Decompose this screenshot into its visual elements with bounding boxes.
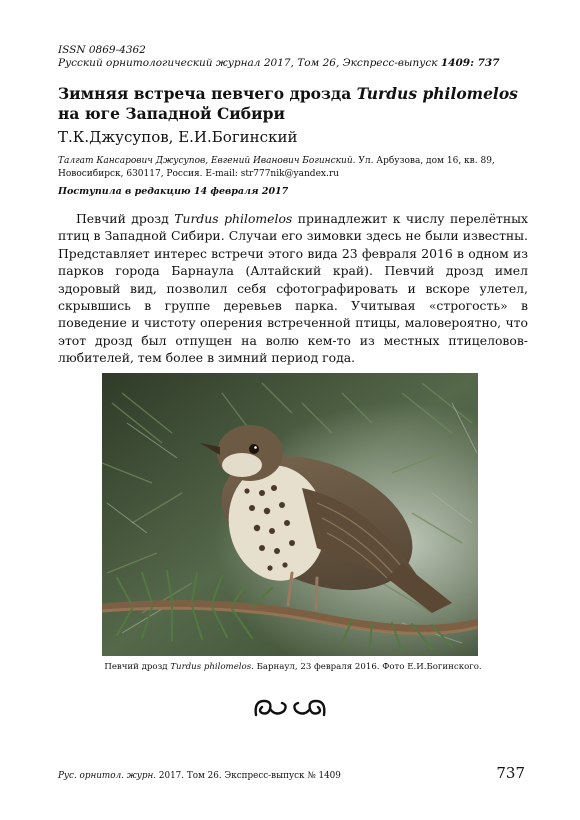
received-date: Поступила в редакцию 14 февраля 2017	[58, 186, 289, 197]
issn-line: ISSN 0869-4362	[58, 44, 146, 56]
footer-citation	[58, 770, 341, 782]
article-body	[58, 210, 528, 367]
caption-part-2: . Барнаул, 23 февраля 2016. Фото Е.И.Богинского.	[251, 662, 482, 672]
journal-issue-line	[58, 57, 528, 70]
page-reference: : 737	[470, 57, 500, 69]
caption-part-1: Певчий дрозд	[104, 662, 171, 672]
journal-header	[58, 44, 528, 70]
body-part-1: Певчий дрозд	[76, 211, 175, 226]
article-title	[58, 84, 528, 124]
page-number: 737	[496, 764, 525, 782]
journal-name: Русский орнитологический журнал 2017, Том 26, Экспресс-выпуск	[58, 57, 441, 69]
title-latin-name: Turdus philomelos	[356, 84, 518, 103]
section-end-ornament	[250, 693, 330, 723]
body-latin-name: Turdus philomelos	[174, 211, 293, 226]
title-part-2: на юге Западной Сибири	[58, 104, 285, 123]
caption-latin-name: Turdus philomelos	[170, 662, 252, 672]
figure-caption	[58, 661, 528, 673]
title-part-1: Зимняя встреча певчего дрозда	[58, 84, 357, 103]
body-part-2: принадлежит к числу перелётных птиц в Западной Сибири. Случаи его зимовки здесь не были известны. Представляет интерес встречи этого вида 23 февраля 2016 в одном из парков города Барнаула (Алтайский край). Певчий дрозд имел здоровый вид, позволил себя сфотографировать и вскоре улетел, скрывшись в группе деревьев парка. Учитывая «строгость» в поведение и чистоту оперения встреченной птицы, маловероятно, что этот дрозд был отпущен на волю кем-то из местных птицеловов-любителей, тем более в зимний период года.	[58, 211, 528, 366]
issue-number: 1409	[440, 57, 471, 69]
article-authors: Т.К.Джусупов, Е.И.Богинский	[58, 128, 298, 146]
footer-journal-abbrev: Рус. орнитол. журн.	[58, 771, 157, 781]
author-affiliation	[58, 155, 528, 181]
fleuron-icon	[250, 693, 330, 723]
affiliation-address: . Ул. Арбузова, дом 16, кв. 89, Новосибирск, 630117, Россия. E-mail: str777nik@yandex.ru	[58, 156, 495, 179]
affiliation-names: Талгат Кансарович Джусупов, Евгений Иванович Богинский	[58, 156, 353, 166]
song-thrush-photo	[102, 373, 478, 656]
footer-issue: 2017. Том 26. Экспресс-выпуск № 1409	[156, 771, 341, 781]
